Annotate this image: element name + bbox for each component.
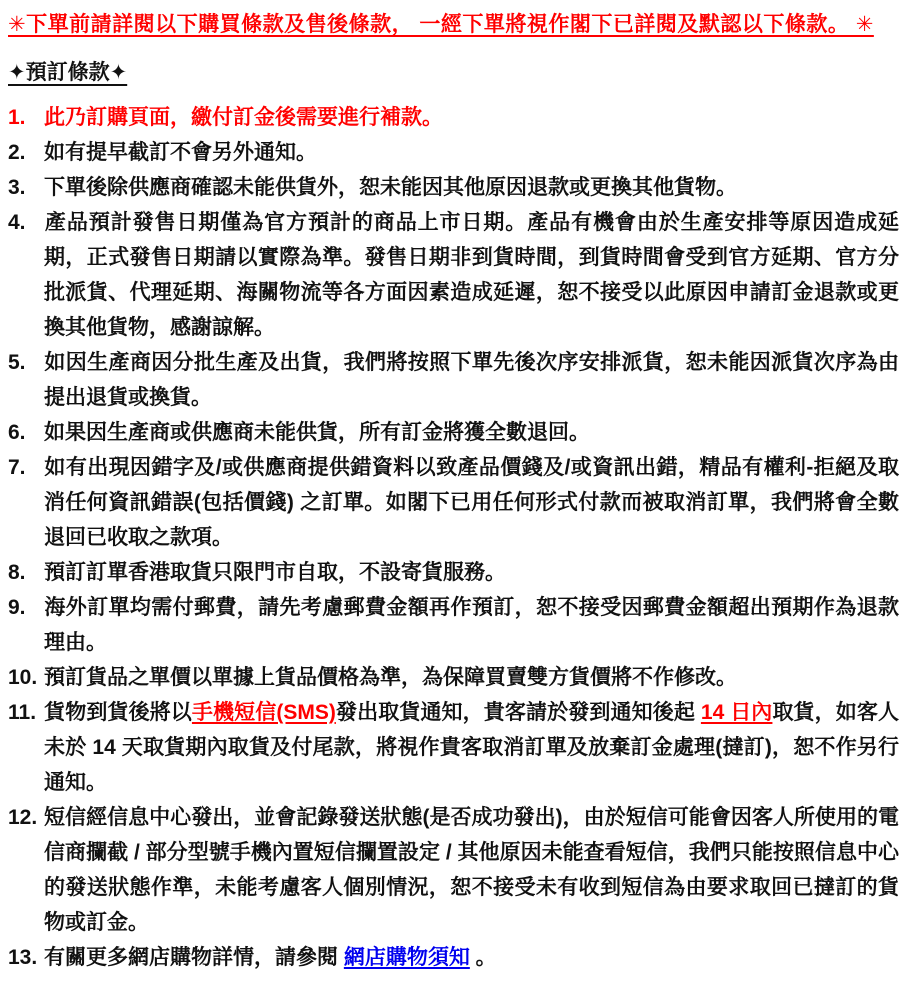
term-text: 海外訂單均需付郵費，請先考慮郵費金額再作預訂，恕不接受因郵費金額超出預期作為退款理由。 xyxy=(44,596,899,654)
term-item-5 xyxy=(8,345,899,415)
term-item-7 xyxy=(8,450,899,555)
term-item-6 xyxy=(8,415,899,450)
term-number: 6. xyxy=(8,421,26,444)
term-item-9 xyxy=(8,590,899,660)
term-item-2 xyxy=(8,135,899,170)
term-text: 預訂訂單香港取貨只限門市自取，不設寄貨服務。 xyxy=(44,561,506,584)
term-text-segment: 取貨，如客人未於 14 天取貨期內取貨及付尾款，將視作貴客取消訂單及放棄訂金處理(撻訂)，恕不作另行通知。 xyxy=(44,701,900,794)
section-title-preorder-terms: ✦預訂條款✦ xyxy=(8,61,128,84)
term-item-4 xyxy=(8,205,899,345)
term-text-segment: 有關更多網店購物詳情，請參閱 xyxy=(44,946,344,969)
term-text: 此乃訂購頁面，繳付訂金後需要進行補款。 xyxy=(44,106,443,129)
term-text-segment: 貨物到貨後將以 xyxy=(44,701,192,724)
term-item-13 xyxy=(8,940,899,975)
term-text: 下單後除供應商確認未能供貨外，恕未能因其他原因退款或更換其他貨物。 xyxy=(44,176,737,199)
term-number: 5. xyxy=(8,351,26,374)
shop-guide-link[interactable]: 網店購物須知 xyxy=(343,946,470,969)
term-text: 如因生產商因分批生產及出貨，我們將按照下單先後次序安排派貨，恕未能因派貨次序為由提出退貨或換貨。 xyxy=(44,351,899,409)
term-item-10 xyxy=(8,660,899,695)
term-item-3 xyxy=(8,170,899,205)
term-number: 13. xyxy=(8,946,38,969)
term-text: 產品預計發售日期僅為官方預計的商品上市日期。產品有機會由於生產安排等原因造成延期，正式發售日期請以實際為準。發售日期非到貨時間，到貨時間會受到官方延期、官方分批派貨、代理延期、海關物流等各方面因素造成延遲，恕不接受以此原因申請訂金退款或更換其他貨物，感謝諒解。 xyxy=(44,211,899,339)
term-text: 短信經信息中心發出，並會記錄發送狀態(是否成功發出)，由於短信可能會因客人所使用的電信商攔截 / 部分型號手機內置短信攔置設定 / 其他原因未能查看短信，我們只能按照信息中心的發送狀態作準，未能考慮客人個別情況，恕不接受未有收到短信為由要求取回已撻訂的貨物或訂金。 xyxy=(44,806,899,934)
term-text: 如有提早截訂不會另外通知。 xyxy=(44,141,317,164)
term-text xyxy=(44,946,497,969)
term-number: 1. xyxy=(8,106,26,129)
term-text-segment: 發出取貨通知，貴客請於發到通知後起 xyxy=(335,701,701,724)
term-number: 4. xyxy=(8,211,26,234)
term-number: 8. xyxy=(8,561,26,584)
term-number: 3. xyxy=(8,176,26,199)
term-text: 如有出現因錯字及/或供應商提供錯資料以致產品價錢及/或資訊出錯，精品有權利-拒絕及取消任何資訊錯誤(包括價錢) 之訂單。如閣下已用任何形式付款而被取消訂單，我們將會全數退回已收取之款項。 xyxy=(44,456,899,549)
term-text xyxy=(44,701,899,794)
term-item-1 xyxy=(8,100,899,135)
term-number: 2. xyxy=(8,141,26,164)
term-text: 預訂貨品之單價以單據上貨品價格為準，為保障買賣雙方貨價將不作修改。 xyxy=(44,666,737,689)
term-item-12 xyxy=(8,800,899,940)
term-text-segment: 。 xyxy=(469,946,497,969)
term-text: 如果因生產商或供應商未能供貨，所有訂金將獲全數退回。 xyxy=(44,421,590,444)
pre-order-warning-header: ✳下單前請詳閱以下購買條款及售後條款， 一經下單將視作閣下已詳閱及默認以下條款。 ✳ xyxy=(8,13,874,36)
term-number: 12. xyxy=(8,806,38,829)
term-number: 7. xyxy=(8,456,26,479)
terms-list xyxy=(8,100,899,975)
term-number: 9. xyxy=(8,596,26,619)
term-item-11 xyxy=(8,695,899,800)
sms-notice-highlight: 手機短信(SMS) xyxy=(191,701,336,724)
pickup-deadline-highlight: 14 日內 xyxy=(700,701,773,724)
term-number: 10. xyxy=(8,666,38,689)
term-item-8 xyxy=(8,555,899,590)
term-number: 11. xyxy=(8,701,37,724)
